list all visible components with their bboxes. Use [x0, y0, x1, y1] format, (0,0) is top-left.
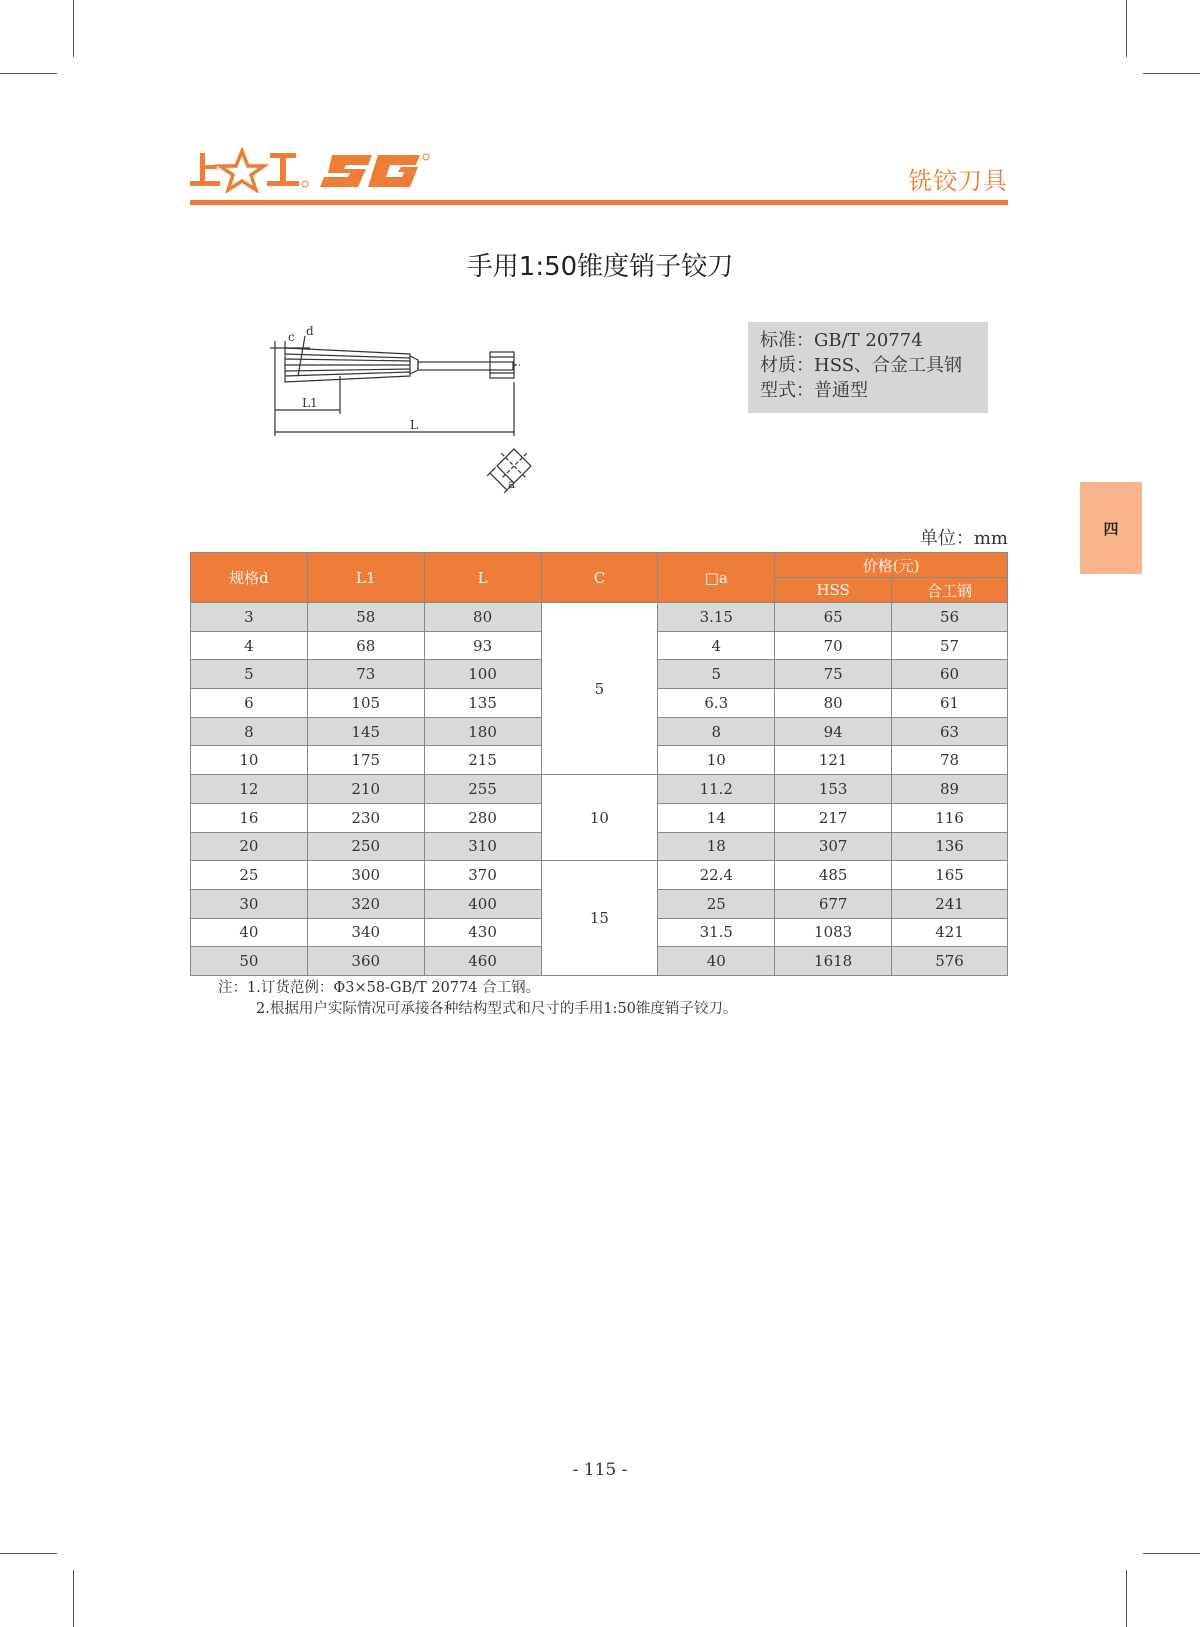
cell-hss: 75	[775, 660, 892, 689]
cell-alloy: 61	[892, 689, 1008, 718]
cell-d: 5	[191, 660, 308, 689]
cell-d: 4	[191, 631, 308, 660]
cell-alloy: 116	[892, 803, 1008, 832]
cell-alloy: 421	[892, 918, 1008, 947]
cell-a: 10	[658, 746, 775, 775]
cell-a: 18	[658, 832, 775, 861]
table-row	[191, 861, 1008, 890]
cell-l1: 250	[307, 832, 424, 861]
cell-a: 11.2	[658, 775, 775, 804]
cell-l: 180	[424, 717, 541, 746]
header-a: □a	[658, 553, 775, 603]
cell-hss: 80	[775, 689, 892, 718]
cell-hss: 153	[775, 775, 892, 804]
cell-alloy: 63	[892, 717, 1008, 746]
cell-a: 4	[658, 631, 775, 660]
crop-mark	[1126, 1570, 1127, 1627]
cell-a: 8	[658, 717, 775, 746]
cell-a: 3.15	[658, 603, 775, 632]
cell-l1: 58	[307, 603, 424, 632]
reamer-drawing	[270, 326, 570, 501]
cell-alloy: 60	[892, 660, 1008, 689]
table-row	[191, 603, 1008, 632]
cell-a: 14	[658, 803, 775, 832]
cell-d: 40	[191, 918, 308, 947]
cell-a: 22.4	[658, 861, 775, 890]
cell-alloy: 136	[892, 832, 1008, 861]
page-header	[190, 145, 1008, 207]
cell-a: 25	[658, 889, 775, 918]
table-body	[191, 603, 1008, 976]
cell-l1: 360	[307, 947, 424, 976]
cell-alloy: 78	[892, 746, 1008, 775]
crop-mark	[73, 1570, 74, 1627]
cell-a: 5	[658, 660, 775, 689]
cell-hss: 1083	[775, 918, 892, 947]
cell-hss: 1618	[775, 947, 892, 976]
drawing-label-c: c	[288, 330, 295, 344]
cell-l1: 300	[307, 861, 424, 890]
cell-l1: 175	[307, 746, 424, 775]
cell-l: 80	[424, 603, 541, 632]
cell-a: 6.3	[658, 689, 775, 718]
section-title: 铣铰刀具	[908, 167, 1008, 195]
cell-hss: 485	[775, 861, 892, 890]
table-row	[191, 775, 1008, 804]
crop-mark	[0, 73, 57, 74]
cell-l: 310	[424, 832, 541, 861]
crop-mark	[1126, 0, 1127, 57]
cell-l: 370	[424, 861, 541, 890]
page-number: - 115 -	[572, 1460, 628, 1480]
cell-hss: 65	[775, 603, 892, 632]
notes	[218, 978, 737, 1020]
page-title: 手用1:50锥度销子铰刀	[466, 252, 734, 282]
cell-l: 280	[424, 803, 541, 832]
drawing-label-a: a	[508, 477, 516, 491]
cell-d: 20	[191, 832, 308, 861]
cell-alloy: 89	[892, 775, 1008, 804]
cell-l: 460	[424, 947, 541, 976]
cell-l1: 73	[307, 660, 424, 689]
cell-d: 25	[191, 861, 308, 890]
cell-d: 6	[191, 689, 308, 718]
header-l: L	[424, 553, 541, 603]
cell-l: 430	[424, 918, 541, 947]
header-hss: HSS	[775, 578, 892, 603]
cell-l: 215	[424, 746, 541, 775]
cell-d: 50	[191, 947, 308, 976]
cell-l: 93	[424, 631, 541, 660]
drawing-label-d: d	[306, 326, 314, 338]
cell-d: 8	[191, 717, 308, 746]
cell-alloy: 165	[892, 861, 1008, 890]
cell-d: 3	[191, 603, 308, 632]
note-2: 2.根据用户实际情况可承接各种结构型式和尺寸的手用1:50锥度销子铰刀。	[256, 1001, 738, 1017]
cell-alloy: 56	[892, 603, 1008, 632]
cell-d: 10	[191, 746, 308, 775]
cell-hss: 677	[775, 889, 892, 918]
crop-mark	[73, 0, 74, 57]
cell-hss: 217	[775, 803, 892, 832]
chapter-tab: 四	[1080, 482, 1142, 574]
spec-standard: 标准：GB/T 20774	[760, 330, 923, 351]
cell-d: 30	[191, 889, 308, 918]
header-c: C	[541, 553, 658, 603]
cell-alloy: 241	[892, 889, 1008, 918]
cell-l1: 340	[307, 918, 424, 947]
cell-hss: 94	[775, 717, 892, 746]
cell-hss: 307	[775, 832, 892, 861]
spec-type: 型式：普通型	[760, 380, 868, 401]
cell-d: 12	[191, 775, 308, 804]
header-l1: L1	[307, 553, 424, 603]
header-rule	[190, 200, 1008, 205]
cell-l: 400	[424, 889, 541, 918]
cell-l: 255	[424, 775, 541, 804]
drawing-label-l1: L1	[302, 396, 318, 410]
cell-l1: 145	[307, 717, 424, 746]
drawing-label-l: L	[410, 418, 418, 432]
cell-a: 31.5	[658, 918, 775, 947]
cell-hss: 121	[775, 746, 892, 775]
spec-table	[190, 552, 1008, 976]
note-1: 注：1.订货范例：Φ3×58-GB/T 20774 合工钢。	[218, 980, 541, 996]
cell-hss: 70	[775, 631, 892, 660]
unit-label: 单位：mm	[919, 528, 1008, 549]
cell-alloy: 57	[892, 631, 1008, 660]
spec-box	[748, 322, 988, 413]
brand-logo	[190, 145, 440, 193]
cell-l1: 68	[307, 631, 424, 660]
cell-alloy: 576	[892, 947, 1008, 976]
header-price: 价格(元)	[775, 553, 1008, 578]
header-alloy: 合工钢	[892, 578, 1008, 603]
header-d: 规格d	[191, 553, 308, 603]
cell-l1: 210	[307, 775, 424, 804]
cell-l: 100	[424, 660, 541, 689]
crop-mark	[0, 1553, 57, 1554]
cell-c: 5	[541, 603, 658, 775]
crop-mark	[1143, 1553, 1200, 1554]
cell-l: 135	[424, 689, 541, 718]
spec-material: 材质：HSS、合金工具钢	[760, 355, 963, 376]
cell-l1: 230	[307, 803, 424, 832]
cell-c: 15	[541, 861, 658, 976]
cell-l1: 105	[307, 689, 424, 718]
cell-d: 16	[191, 803, 308, 832]
crop-mark	[1143, 73, 1200, 74]
cell-c: 10	[541, 775, 658, 861]
cell-l1: 320	[307, 889, 424, 918]
cell-a: 40	[658, 947, 775, 976]
